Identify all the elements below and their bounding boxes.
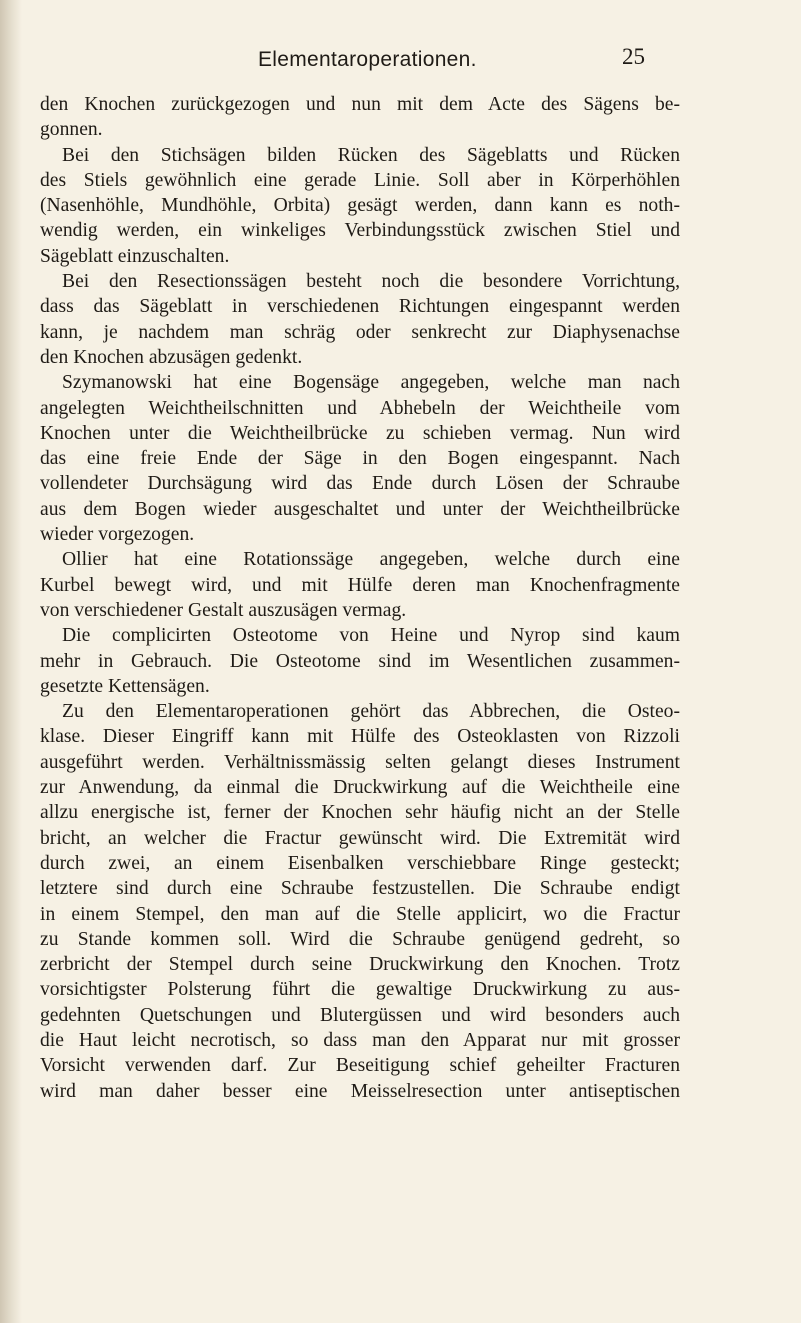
body-text (40, 92, 680, 1104)
text-line: wendig werden, ein winkeliges Verbindungsstück zwischen Stiel und (40, 220, 680, 242)
text-line: letztere sind durch eine Schraube festzustellen. Die Schraube endigt (40, 878, 680, 900)
text-line: (Nasenhöhle, Mundhöhle, Orbita) gesägt werden, dann kann es noth- (40, 195, 680, 217)
text-line: aus dem Bogen wieder ausgeschaltet und unter der Weichtheilbrücke (40, 498, 680, 520)
text-line: allzu energische ist, ferner der Knochen sehr häufig nicht an der Stelle (40, 802, 680, 824)
text-line: Knochen unter die Weichtheilbrücke zu schieben vermag. Nun wird (40, 422, 680, 444)
text-line: Zu den Elementaroperationen gehört das Abbrechen, die Osteo- (62, 701, 680, 723)
page-number: 25 (622, 44, 645, 69)
text-line: dass das Sägeblatt in verschiedenen Richtungen eingespannt werden (40, 296, 680, 318)
text-line: kann, je nachdem man schräg oder senkrecht zur Diaphysenachse (40, 321, 680, 343)
text-line: bricht, an welcher die Fractur gewünscht wird. Die Extremität wird (40, 827, 680, 849)
text-line: des Stiels gewöhnlich eine gerade Linie. Soll aber in Körperhöhlen (40, 169, 680, 191)
text-line: Bei den Resectionssägen besteht noch die besondere Vorrichtung, (62, 271, 680, 293)
text-line: Kurbel bewegt wird, und mit Hülfe deren man Knochenfragmente (40, 574, 680, 596)
text-line: durch zwei, an einem Eisenbalken verschiebbare Ringe gesteckt; (40, 852, 680, 874)
text-line: angelegten Weichtheilschnitten und Abhebeln der Weichtheile vom (40, 397, 680, 419)
text-line: Szymanowski hat eine Bogensäge angegeben, welche man nach (62, 372, 680, 394)
text-line: gedehnten Quetschungen und Blutergüssen und wird besonders auch (40, 1004, 680, 1026)
text-line: von verschiedener Gestalt auszusägen vermag. (40, 599, 407, 621)
running-head: Elementaroperationen. (258, 48, 477, 71)
text-line: das eine freie Ende der Säge in den Bogen eingespannt. Nach (40, 448, 680, 470)
text-line: in einem Stempel, den man auf die Stelle applicirt, wo die Fractur (40, 903, 680, 925)
page-header (0, 44, 801, 84)
text-line: zur Anwendung, da einmal die Druckwirkung auf die Weichtheile eine (40, 777, 680, 799)
text-line: Die complicirten Osteotome von Heine und Nyrop sind kaum (62, 625, 680, 647)
text-line: Ollier hat eine Rotationssäge angegeben, welche durch eine (62, 549, 680, 571)
text-line: zerbricht der Stempel durch seine Druckwirkung den Knochen. Trotz (40, 954, 680, 976)
text-line: den Knochen zurückgezogen und nun mit dem Acte des Sägens be- (40, 94, 680, 115)
text-line: klase. Dieser Eingriff kann mit Hülfe des Osteoklasten von Rizzoli (40, 726, 680, 748)
text-line: ausgeführt werden. Verhältnissmässig selten gelangt dieses Instrument (40, 751, 680, 773)
text-line: den Knochen abzusägen gedenkt. (40, 346, 303, 368)
text-line: Sägeblatt einzuschalten. (40, 245, 230, 267)
text-line: Vorsicht verwenden darf. Zur Beseitigung schief geheilter Fracturen (40, 1055, 680, 1077)
text-line: gonnen. (40, 119, 103, 141)
text-line: gesetzte Kettensägen. (40, 675, 210, 697)
text-line: vollendeter Durchsägung wird das Ende durch Lösen der Schraube (40, 473, 680, 495)
text-line: vorsichtigster Polsterung führt die gewaltige Druckwirkung zu aus- (40, 979, 680, 1001)
text-line: wird man daher besser eine Meisselresection unter antiseptischen (40, 1080, 680, 1102)
text-line: mehr in Gebrauch. Die Osteotome sind im Wesentlichen zusammen- (40, 650, 680, 672)
text-line: wieder vorgezogen. (40, 524, 195, 546)
binding-shadow (0, 0, 22, 1323)
text-line: zu Stande kommen soll. Wird die Schraube genügend gedreht, so (40, 928, 680, 950)
text-line: Bei den Stichsägen bilden Rücken des Sägeblatts und Rücken (62, 144, 680, 166)
text-line: die Haut leicht necrotisch, so dass man den Apparat nur mit grosser (40, 1029, 680, 1051)
